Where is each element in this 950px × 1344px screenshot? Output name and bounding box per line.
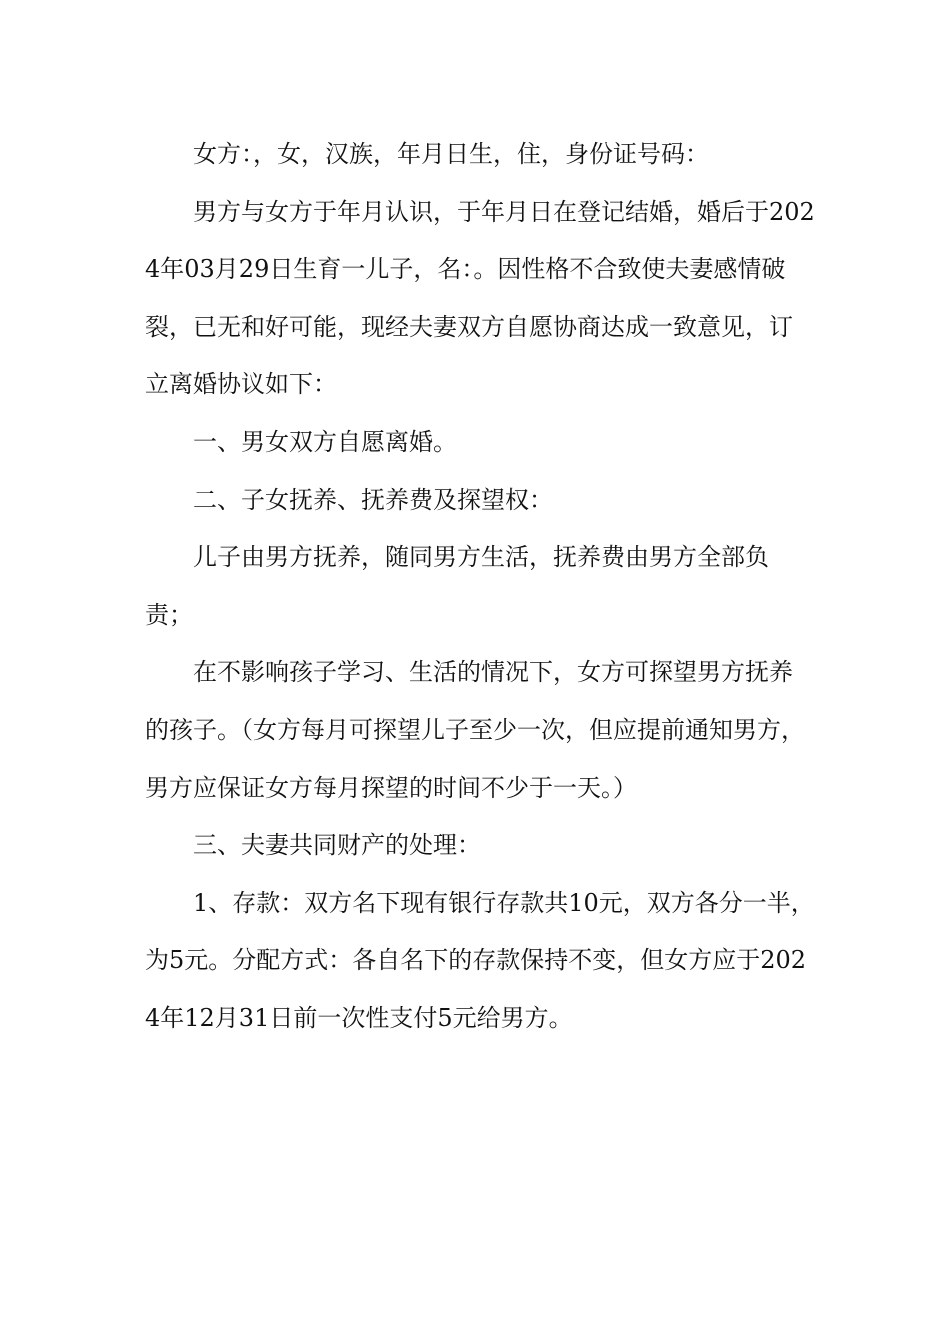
paragraph-clause-2-heading: 二、子女抚养、抚养费及探望权： (193, 485, 553, 514)
paragraph-clause-1: 一、男女双方自愿离婚。 (193, 427, 457, 456)
paragraph-marriage-background: 男方与女方于年月认识，于年月日在登记结婚，婚后于2024年03月29日生育一儿子，名：。因性格不合致使夫妻感情破裂，已无和好可能，现经夫妻双方自愿协商达成一致意见，订立离婚协议如下： (145, 197, 815, 399)
paragraph-clause-3-heading: 三、夫妻共同财产的处理： (193, 831, 481, 860)
paragraph-visitation: 在不影响孩子学习、生活的情况下，女方可探望男方抚养的孩子。（女方每月可探望儿子至少一次，但应提前通知男方，男方应保证女方每月探望的时间不少于一天。） (145, 658, 805, 802)
paragraph-custody: 儿子由男方抚养，随同男方生活，抚养费由男方全部负责； (145, 543, 769, 629)
paragraph-female-party: 女方：，女，汉族，年月日生，住，身份证号码： (193, 140, 709, 168)
paragraph-deposits: 1、存款：双方名下现有银行存款共10元，双方各分一半，为5元。分配方式：各自名下的存款保持不变，但女方应于2024年12月31日前一次性支付5元给男方。 (145, 888, 815, 1032)
document-body (145, 126, 815, 1048)
